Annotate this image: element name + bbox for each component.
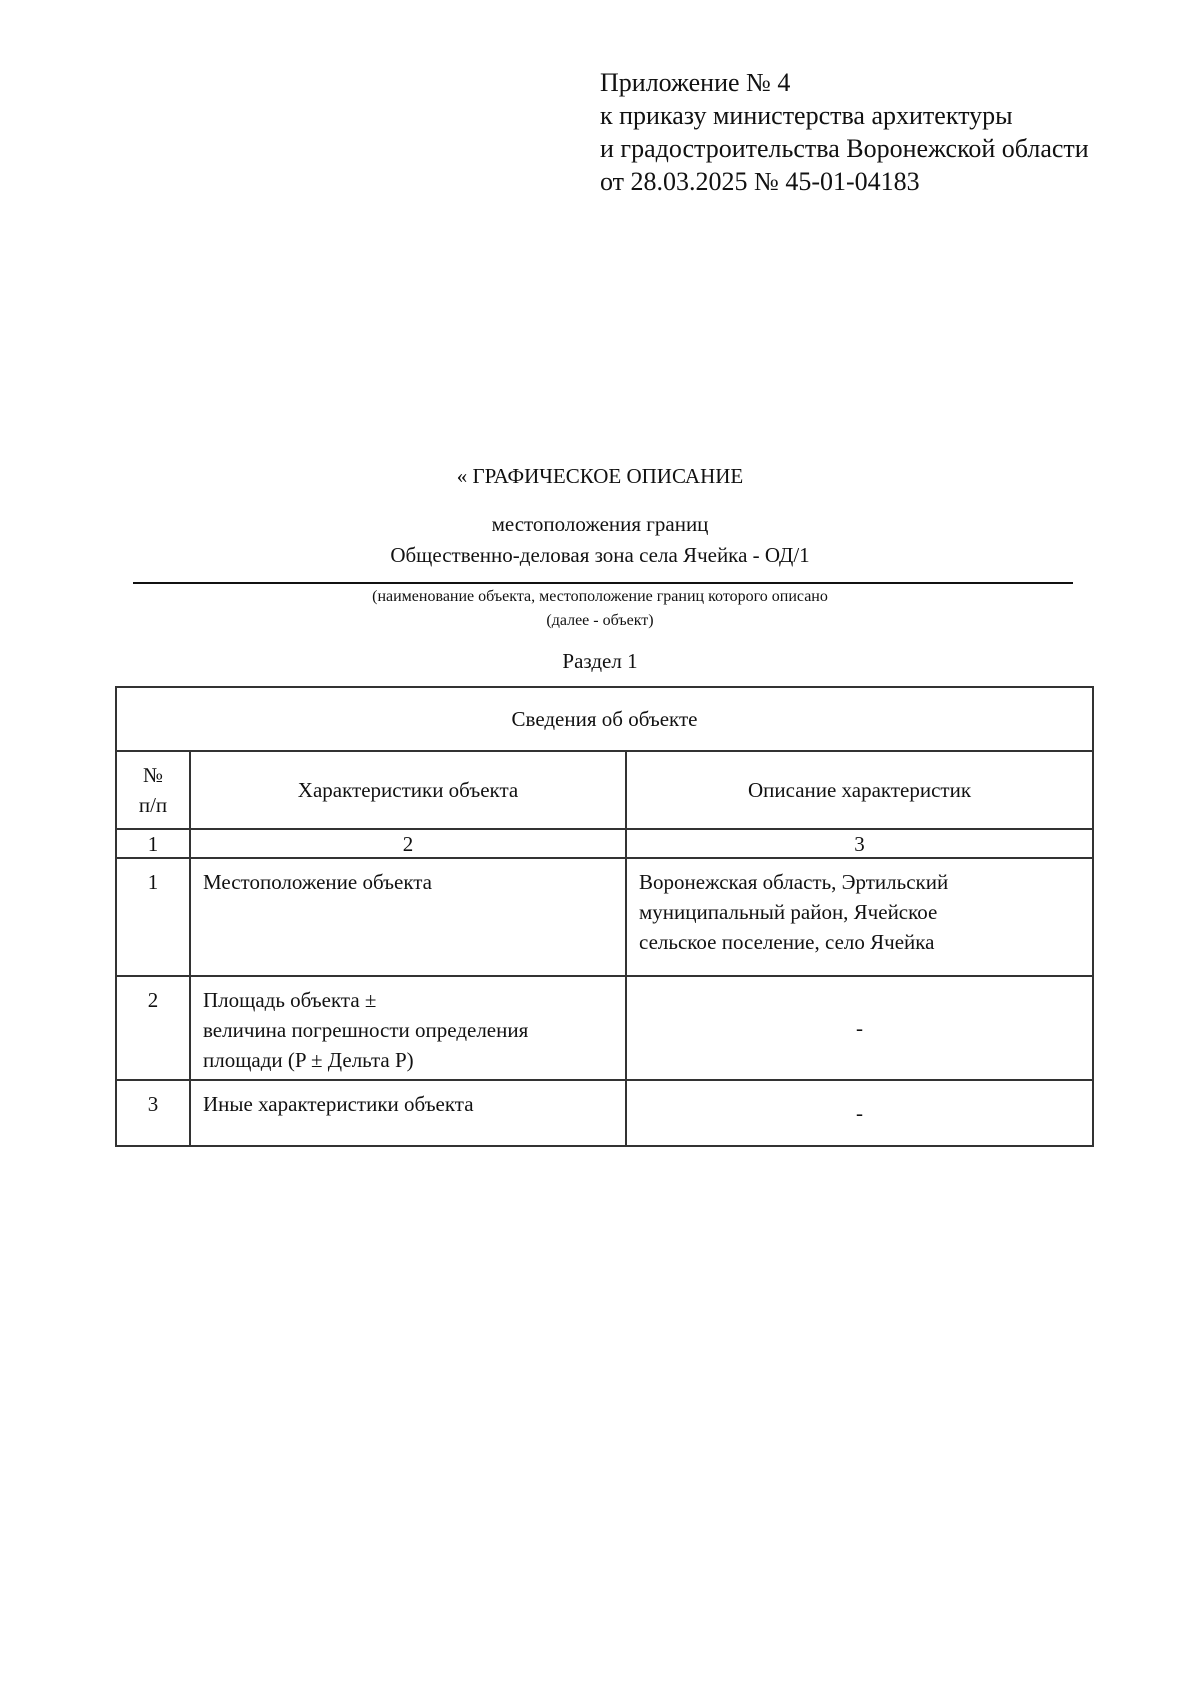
document-title: « ГРАФИЧЕСКОЕ ОПИСАНИЕ <box>456 464 744 488</box>
appendix-title: Приложение № 4 <box>600 68 791 97</box>
characteristic-line: Площадь объекта ± <box>203 988 377 1012</box>
row-description: - <box>626 1080 1093 1146</box>
table-caption: Сведения об объекте <box>116 687 1093 751</box>
characteristic-line: Иные характеристики объекта <box>203 1092 474 1116</box>
characteristic-line: величина погрешности определения <box>203 1018 529 1042</box>
column-number: 2 <box>190 829 626 858</box>
table-caption-row <box>116 687 1093 751</box>
object-name: Общественно-деловая зона села Ячейка - ОД/1 <box>390 543 810 567</box>
column-number: 1 <box>116 829 190 858</box>
column-number: 3 <box>626 829 1093 858</box>
note-line-1: (наименование объекта, местоположение границ которого описано <box>372 588 828 605</box>
object-name-note <box>0 585 1200 633</box>
description-line: Воронежская область, Эртильский <box>639 870 949 894</box>
row-description <box>626 858 1093 976</box>
header-characteristics: Характеристики объекта <box>190 751 626 829</box>
header-description: Описание характеристик <box>626 751 1093 829</box>
row-characteristic <box>190 976 626 1080</box>
document-subtitle: местоположения границ <box>491 512 709 536</box>
row-characteristic <box>190 858 626 976</box>
description-line: сельское поселение, село Ячейка <box>639 930 935 954</box>
row-characteristic <box>190 1080 626 1146</box>
section-label: Раздел 1 <box>562 649 638 673</box>
appendix-order-line: к приказу министерства архитектуры <box>600 101 1013 130</box>
table-row <box>116 858 1093 976</box>
object-info-table <box>115 686 1094 1147</box>
row-description: - <box>626 976 1093 1080</box>
column-numbers-row <box>116 829 1093 858</box>
characteristic-line: Местоположение объекта <box>203 870 433 894</box>
table-row <box>116 1080 1093 1146</box>
row-number: 2 <box>116 976 190 1080</box>
table-header-row <box>116 751 1093 829</box>
row-number: 1 <box>116 858 190 976</box>
characteristic-line: площади (P ± Дельта P) <box>203 1048 414 1072</box>
header-number <box>116 751 190 829</box>
underline-rule <box>133 582 1073 584</box>
appendix-date-number: от 28.03.2025 № 45-01-04183 <box>600 167 920 196</box>
table-row <box>116 976 1093 1080</box>
header-number-line1: № <box>142 763 164 787</box>
row-number: 3 <box>116 1080 190 1146</box>
description-line: муниципальный район, Ячейское <box>639 900 938 924</box>
appendix-ministry-line: и градостроительства Воронежской области <box>600 134 1089 163</box>
note-line-2: (далее - объект) <box>546 612 654 629</box>
appendix-header <box>600 66 1160 198</box>
header-number-line2: п/п <box>138 793 168 817</box>
